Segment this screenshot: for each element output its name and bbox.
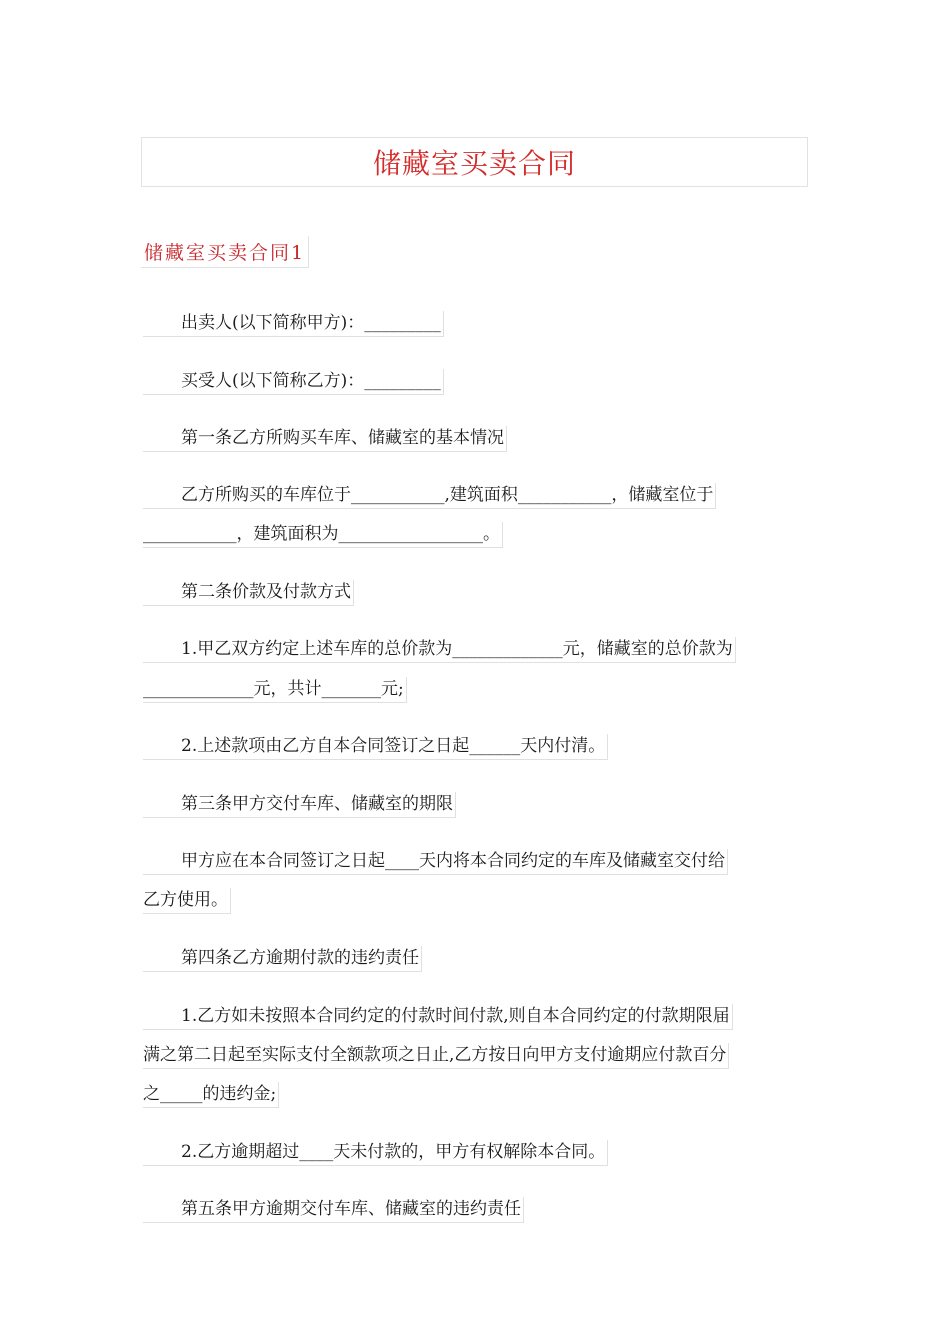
article-4-clause-1-line-3: 之_____的违约金; bbox=[143, 1082, 279, 1108]
article-4-clause-1-line-1: 1.乙方如未按照本合同约定的付款时间付款,则自本合同约定的付款期限届 bbox=[143, 1004, 733, 1030]
article-1-heading: 第一条乙方所购买车库、储藏室的基本情况 bbox=[143, 426, 507, 452]
subtitle-box bbox=[141, 236, 309, 268]
article-2-clause-2: 2.上述款项由乙方自本合同签订之日起______天内付清。 bbox=[143, 734, 608, 760]
buyer-line: 买受人(以下简称乙方)：_________ bbox=[143, 369, 444, 395]
title-box bbox=[141, 137, 808, 187]
article-3-heading: 第三条甲方交付车库、储藏室的期限 bbox=[143, 792, 456, 818]
article-4-clause-1-line-2: 满之第二日起至实际支付全额款项之日止,乙方按日向甲方支付逾期应付款百分 bbox=[143, 1043, 729, 1069]
document-subtitle: 储藏室买卖合同1 bbox=[144, 242, 306, 264]
article-3-text-line-1: 甲方应在本合同签订之日起____天内将本合同约定的车库及储藏室交付给 bbox=[143, 849, 728, 875]
article-2-clause-1-line-2: _____________元，共计_______元; bbox=[143, 677, 407, 703]
article-5-heading: 第五条甲方逾期交付车库、储藏室的违约责任 bbox=[143, 1197, 524, 1223]
document-title: 储藏室买卖合同 bbox=[372, 147, 576, 180]
article-3-text-line-2: 乙方使用。 bbox=[143, 888, 231, 914]
article-2-heading: 第二条价款及付款方式 bbox=[143, 580, 354, 606]
article-1-text-line-2: ___________，建筑面积为_________________。 bbox=[143, 522, 503, 548]
article-4-clause-2: 2.乙方逾期超过____天未付款的，甲方有权解除本合同。 bbox=[143, 1140, 608, 1166]
seller-line: 出卖人(以下简称甲方)：_________ bbox=[143, 311, 444, 337]
article-4-heading: 第四条乙方逾期付款的违约责任 bbox=[143, 946, 422, 972]
article-1-text-line-1: 乙方所购买的车库位于___________,建筑面积___________，储藏室位于 bbox=[143, 483, 716, 509]
article-2-clause-1-line-1: 1.甲乙双方约定上述车库的总价款为_____________元，储藏室的总价款为 bbox=[143, 637, 736, 663]
